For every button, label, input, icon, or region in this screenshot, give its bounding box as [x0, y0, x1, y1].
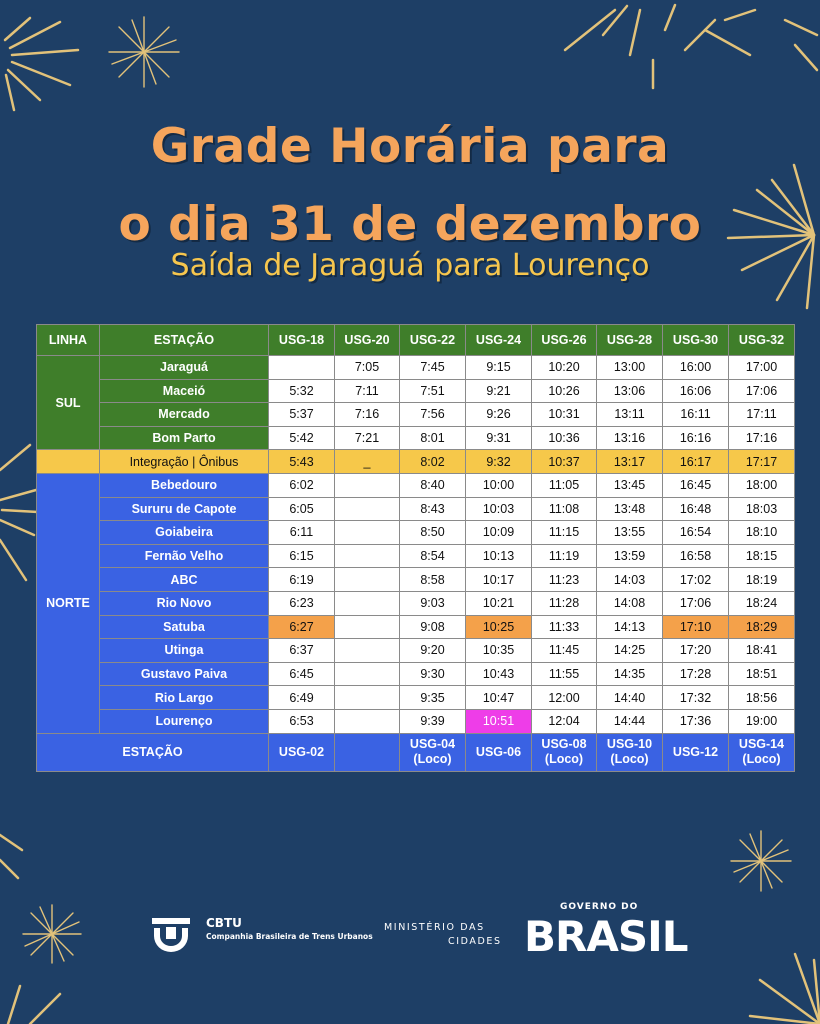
time-cell: 10:43 [466, 662, 532, 686]
footer-train-label: USG-06 [475, 744, 522, 759]
header-cell: USG-22 [400, 325, 466, 356]
time-cell: 13:48 [597, 497, 663, 521]
time-cell: 14:13 [597, 615, 663, 639]
time-cell [335, 591, 400, 615]
time-cell: 11:23 [532, 568, 597, 592]
table-row [37, 473, 795, 497]
time-cell: 5:43 [269, 450, 335, 474]
header-cell: USG-24 [466, 325, 532, 356]
time-cell [335, 544, 400, 568]
firework-decoration-left [0, 440, 40, 590]
footer-train-label: (Loco) [544, 752, 584, 766]
time-cell: 10:36 [532, 426, 597, 450]
time-cell [335, 639, 400, 663]
time-cell: 10:09 [466, 521, 532, 545]
header-cell: USG-30 [663, 325, 729, 356]
time-cell: 10:47 [466, 686, 532, 710]
table-row [37, 662, 795, 686]
firework-decoration-small-top [104, 12, 184, 92]
title-line-2: o dia 31 de dezembro [118, 197, 702, 252]
station-name: Lourenço [100, 709, 269, 733]
time-cell: 8:40 [400, 473, 466, 497]
time-cell [335, 686, 400, 710]
line-label-sul: SUL [37, 356, 100, 450]
time-cell: 9:35 [400, 686, 466, 710]
time-cell: 14:40 [597, 686, 663, 710]
time-cell: 12:04 [532, 709, 597, 733]
station-name: ABC [100, 568, 269, 592]
time-cell: 9:31 [466, 426, 532, 450]
time-cell: 6:37 [269, 639, 335, 663]
time-cell: 9:15 [466, 356, 532, 380]
footer-logos [0, 902, 820, 961]
time-cell [335, 473, 400, 497]
time-cell: 9:39 [400, 709, 466, 733]
time-cell: 14:44 [597, 709, 663, 733]
firework-decoration-bottom-corner-left [0, 980, 80, 1024]
time-cell: 8:43 [400, 497, 466, 521]
integration-line-cell [37, 450, 100, 474]
station-name: Maceió [100, 379, 269, 403]
time-cell: 7:21 [335, 426, 400, 450]
footer-train-label: USG-14 [738, 737, 785, 751]
footer-train-label: (Loco) [742, 752, 781, 766]
time-cell: 8:02 [400, 450, 466, 474]
table-row [37, 615, 795, 639]
station-name: Utinga [100, 639, 269, 663]
time-cell: 16:48 [663, 497, 729, 521]
table-row [37, 403, 795, 427]
time-cell: 13:45 [597, 473, 663, 497]
station-name: Mercado [100, 403, 269, 427]
time-cell: 7:16 [335, 403, 400, 427]
time-cell: 6:53 [269, 709, 335, 733]
time-cell: 18:51 [729, 662, 795, 686]
header-cell: USG-32 [729, 325, 795, 356]
page-subtitle: Saída de Jaraguá para Lourenço [170, 248, 650, 283]
time-cell: 13:11 [597, 403, 663, 427]
time-cell: 10:51 [466, 709, 532, 733]
footer-station-label: ESTAÇÃO [37, 733, 269, 771]
time-cell: 6:11 [269, 521, 335, 545]
firework-decoration-bottom-right [740, 950, 820, 1024]
time-cell: 16:17 [663, 450, 729, 474]
time-cell: 6:15 [269, 544, 335, 568]
time-cell: 12:00 [532, 686, 597, 710]
time-cell: 16:58 [663, 544, 729, 568]
time-cell: 17:00 [729, 356, 795, 380]
time-cell: 10:21 [466, 591, 532, 615]
footer-train-cell [729, 733, 795, 771]
station-name: Fernão Velho [100, 544, 269, 568]
time-cell: 14:25 [597, 639, 663, 663]
time-cell: 6:19 [269, 568, 335, 592]
station-name: Rio Novo [100, 591, 269, 615]
time-cell: 17:32 [663, 686, 729, 710]
line-label-norte: NORTE [37, 473, 100, 733]
time-cell: 13:17 [597, 450, 663, 474]
table-row [37, 379, 795, 403]
table-row [37, 426, 795, 450]
time-cell: 19:00 [729, 709, 795, 733]
time-cell: 9:20 [400, 639, 466, 663]
station-name: Bom Parto [100, 426, 269, 450]
time-cell [335, 497, 400, 521]
station-name: Satuba [100, 615, 269, 639]
time-cell: 6:02 [269, 473, 335, 497]
table-row [37, 568, 795, 592]
table-header-row [37, 325, 795, 356]
header-cell: USG-26 [532, 325, 597, 356]
station-name: Rio Largo [100, 686, 269, 710]
header-cell: USG-20 [335, 325, 400, 356]
time-cell: 10:35 [466, 639, 532, 663]
table-row [37, 544, 795, 568]
header-cell: LINHA [37, 325, 100, 356]
firework-decoration-top-left [0, 0, 110, 120]
time-cell: 11:33 [532, 615, 597, 639]
time-cell: 11:55 [532, 662, 597, 686]
time-cell: 18:03 [729, 497, 795, 521]
time-cell: 7:45 [400, 356, 466, 380]
time-cell: 11:45 [532, 639, 597, 663]
time-cell: 17:06 [663, 591, 729, 615]
table-footer-row [37, 733, 795, 771]
footer-train-cell [597, 733, 663, 771]
title-line-1: Grade Horária para [150, 119, 670, 174]
table-row [37, 686, 795, 710]
time-cell: 16:54 [663, 521, 729, 545]
table-row [37, 591, 795, 615]
station-name: Sururu de Capote [100, 497, 269, 521]
station-name: Gustavo Paiva [100, 662, 269, 686]
time-cell: 13:55 [597, 521, 663, 545]
time-cell [335, 521, 400, 545]
time-cell: 17:16 [729, 426, 795, 450]
time-cell: 17:17 [729, 450, 795, 474]
footer-train-label: USG-08 [541, 737, 587, 751]
time-cell: 9:30 [400, 662, 466, 686]
ministry-line-2: CIDADES [448, 936, 502, 947]
time-cell: 8:54 [400, 544, 466, 568]
time-cell: 13:59 [597, 544, 663, 568]
time-cell: 7:56 [400, 403, 466, 427]
table-row [37, 709, 795, 733]
time-cell [335, 662, 400, 686]
footer-train-label: USG-12 [672, 744, 719, 759]
time-cell: 18:24 [729, 591, 795, 615]
government-logo: BRASIL [524, 912, 688, 961]
time-cell: 14:03 [597, 568, 663, 592]
time-cell: 6:27 [269, 615, 335, 639]
time-cell: 11:19 [532, 544, 597, 568]
time-cell [335, 615, 400, 639]
cbtu-logo-icon [152, 918, 190, 952]
time-cell: 11:05 [532, 473, 597, 497]
time-cell: 13:06 [597, 379, 663, 403]
time-cell: 16:11 [663, 403, 729, 427]
header-cell: USG-28 [597, 325, 663, 356]
station-name: Jaraguá [100, 356, 269, 380]
time-cell: 10:13 [466, 544, 532, 568]
time-cell: 7:51 [400, 379, 466, 403]
time-cell: 10:26 [532, 379, 597, 403]
table-row [37, 356, 795, 380]
table-row [37, 497, 795, 521]
time-cell: 17:20 [663, 639, 729, 663]
time-cell: 16:45 [663, 473, 729, 497]
footer-train-label: (Loco) [413, 752, 452, 766]
time-cell: 10:00 [466, 473, 532, 497]
time-cell: 18:10 [729, 521, 795, 545]
integration-station-name: Integração | Ônibus [100, 450, 269, 474]
time-cell: 10:20 [532, 356, 597, 380]
schedule-table [36, 324, 795, 772]
page-title [0, 108, 820, 264]
time-cell: 5:42 [269, 426, 335, 450]
time-cell: 13:00 [597, 356, 663, 380]
time-cell: _ [335, 450, 400, 474]
footer-train-label: USG-04 [409, 737, 456, 751]
header-cell: ESTAÇÃO [100, 325, 269, 356]
time-cell: 9:26 [466, 403, 532, 427]
footer-train-cell [532, 733, 597, 771]
footer-train-label: USG-02 [278, 744, 325, 759]
time-cell: 17:10 [663, 615, 729, 639]
time-cell: 17:11 [729, 403, 795, 427]
footer-train-label: USG-10 [606, 737, 653, 751]
firework-decoration-small-right [728, 828, 794, 894]
cbtu-full-name: Companhia Brasileira de Trens Urbanos [206, 932, 373, 941]
table-row [37, 521, 795, 545]
time-cell: 8:58 [400, 568, 466, 592]
station-name: Bebedouro [100, 473, 269, 497]
firework-decoration-bottom-left [0, 820, 60, 880]
time-cell: 13:16 [597, 426, 663, 450]
time-cell: 11:28 [532, 591, 597, 615]
time-cell: 18:29 [729, 615, 795, 639]
footer-train-label: (Loco) [610, 752, 649, 766]
integration-row [37, 450, 795, 474]
footer-train-cell [400, 733, 466, 771]
time-cell: 16:00 [663, 356, 729, 380]
time-cell: 17:36 [663, 709, 729, 733]
time-cell: 10:37 [532, 450, 597, 474]
table-row [37, 639, 795, 663]
time-cell: 18:00 [729, 473, 795, 497]
footer-train-cell [466, 733, 532, 771]
time-cell: 14:08 [597, 591, 663, 615]
time-cell: 18:56 [729, 686, 795, 710]
time-cell: 18:41 [729, 639, 795, 663]
footer-train-cell [269, 733, 335, 771]
time-cell: 8:01 [400, 426, 466, 450]
footer-train-cell [335, 733, 400, 771]
footer-train-cell [663, 733, 729, 771]
time-cell: 14:35 [597, 662, 663, 686]
time-cell: 18:19 [729, 568, 795, 592]
time-cell: 6:45 [269, 662, 335, 686]
time-cell: 10:31 [532, 403, 597, 427]
time-cell: 5:32 [269, 379, 335, 403]
time-cell [335, 709, 400, 733]
time-cell: 6:49 [269, 686, 335, 710]
time-cell: 9:21 [466, 379, 532, 403]
station-name: Goiabeira [100, 521, 269, 545]
time-cell: 9:08 [400, 615, 466, 639]
time-cell: 10:03 [466, 497, 532, 521]
time-cell: 6:23 [269, 591, 335, 615]
time-cell: 6:05 [269, 497, 335, 521]
time-cell [335, 568, 400, 592]
time-cell: 10:25 [466, 615, 532, 639]
time-cell: 11:15 [532, 521, 597, 545]
header-cell: USG-18 [269, 325, 335, 356]
time-cell: 17:02 [663, 568, 729, 592]
firework-decoration-top-right [555, 0, 820, 95]
time-cell: 7:11 [335, 379, 400, 403]
time-cell: 8:50 [400, 521, 466, 545]
time-cell: 7:05 [335, 356, 400, 380]
time-cell: 16:16 [663, 426, 729, 450]
cbtu-name: CBTU [206, 916, 242, 930]
time-cell: 18:15 [729, 544, 795, 568]
time-cell: 17:28 [663, 662, 729, 686]
time-cell: 11:08 [532, 497, 597, 521]
time-cell: 16:06 [663, 379, 729, 403]
time-cell: 17:06 [729, 379, 795, 403]
time-cell: 10:17 [466, 568, 532, 592]
ministry-line-1: MINISTÉRIO DAS [384, 922, 485, 933]
time-cell [269, 356, 335, 380]
time-cell: 5:37 [269, 403, 335, 427]
time-cell: 9:03 [400, 591, 466, 615]
time-cell: 9:32 [466, 450, 532, 474]
government-line-1: GOVERNO DO [560, 902, 639, 912]
